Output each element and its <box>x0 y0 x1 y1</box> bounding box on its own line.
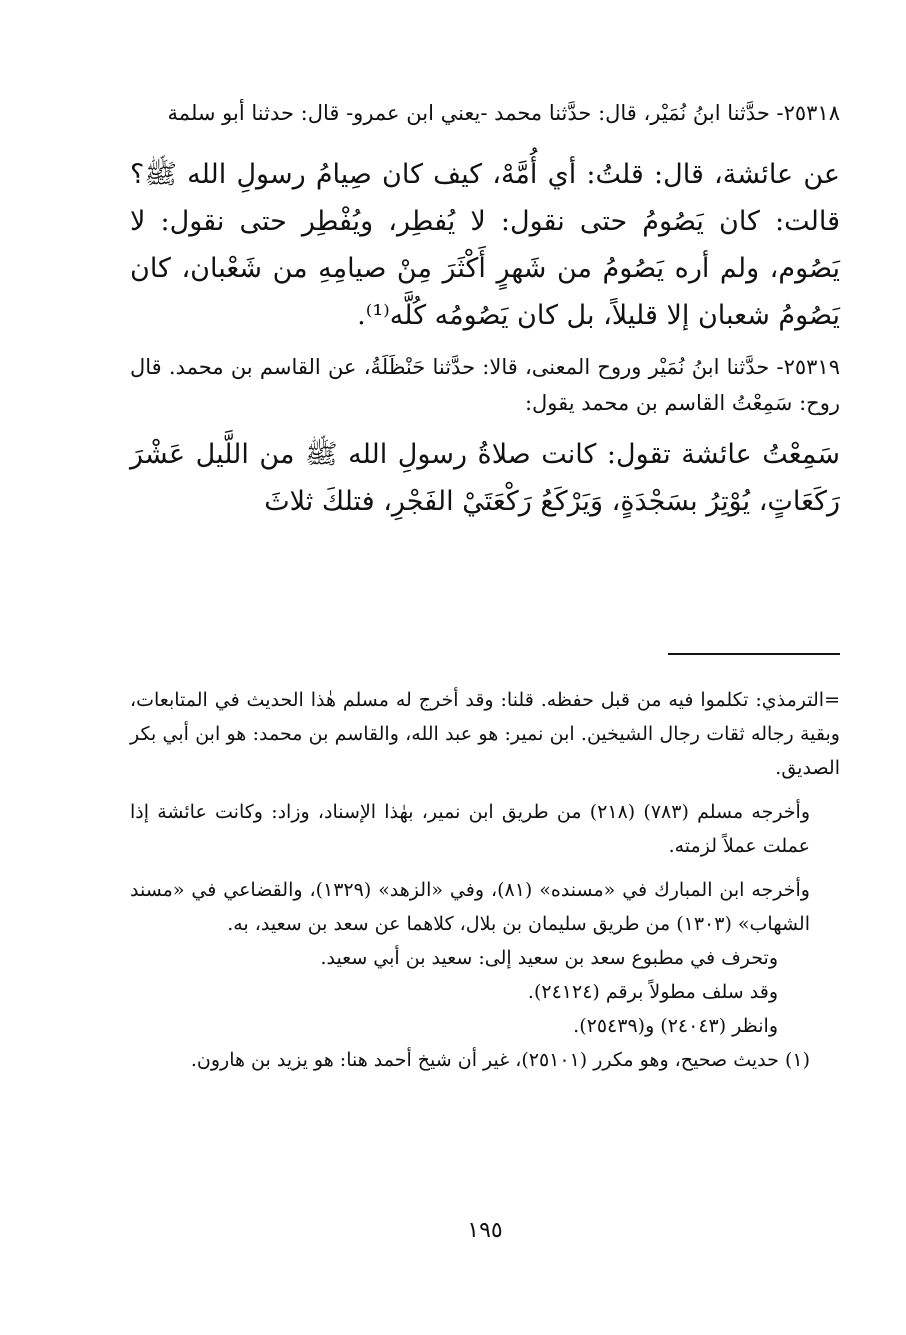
hadith-25318-isnad: ٢٥٣١٨- حدَّثنا ابنُ نُمَيْر، قال: حدَّثنا محمد -يعني ابن عمرو- قال: حدثنا أبو سلمة <box>167 101 840 125</box>
footnotes-section <box>130 683 840 1077</box>
footnote-paragraph: وأخرجه مسلم (٧٨٣) (٢١٨) من طريق ابن نمير، بهٰذا الإسناد، وزاد: وكانت عائشة إذا عملت عملاً لزمته. <box>130 801 811 857</box>
page-number: ١٩٥ <box>467 1218 503 1243</box>
footnote-paragraph: وأخرجه ابن المبارك في «مسنده» (٨١)، وفي «الزهد» (١٣٢٩)، والقضاعي في «مسند الشهاب» (١٣٠٣) من طريق سليمان بن بلال، كلاهما عن سعد بن سعيد، به. <box>130 879 810 935</box>
footnote-paragraph: وانظر (٢٤٠٤٣) و(٢٥٤٣٩). <box>573 1015 778 1037</box>
footnote-divider <box>668 653 840 655</box>
footnote-paragraph: وتحرف في مطبوع سعد بن سعيد إلى: سعيد بن أبي سعيد. <box>320 947 778 969</box>
hadith-25318 <box>130 95 840 339</box>
hadith-25319-isnad: ٢٥٣١٩- حدَّثنا ابنُ نُمَيْر وروح المعنى، قالا: حدَّثنا حَنْظَلَةُ، عن القاسم بن محمد. قال روح: سَمِعْتُ القاسم بن محمد يقول: <box>130 355 840 415</box>
hadith-25319 <box>130 349 840 525</box>
footnote-continuation: =الترمذي: تكلموا فيه من قبل حفظه. قلنا: وقد أخرج له مسلم هٰذا الحديث في المتابعات، وبقية رجاله ثقات رجال الشيخين. ابن نمير: هو عبد الله، والقاسم بن محمد: هو ابن أبي بكر الصديق. <box>130 689 840 779</box>
footnote-1: (١) حديث صحيح، وهو مكرر (٢٥١٠١)، غير أن شيخ أحمد هنا: هو يزيد بن هارون. <box>190 1049 810 1071</box>
hadith-25318-matn: عن عائشة، قال: قلتُ: أي أُمَّهْ، كيف كان صِيامُ رسولِ الله ﷺ؟ قالت: كان يَصُومُ حتى نقول: لا يُفطِر، ويُفْطِر حتى نقول: لا يَصُوم، ولم أره يَصُومُ من شَهرٍ أَكْثَرَ مِنْ صيامِهِ من شَعْبان، كان يَصُومُ شعبان إلا قليلاً، بل كان يَصُومُه كُلَّه⁽¹⁾. <box>130 159 840 331</box>
book-page <box>130 95 840 1325</box>
footnote-paragraph: وقد سلف مطولاً برقم (٢٤١٢٤). <box>527 981 778 1003</box>
hadith-25319-matn: سَمِعْتُ عائشة تقول: كانت صلاةُ رسولِ الله ﷺ من اللَّيل عَشْرَ رَكَعَاتٍ، يُوْتِرُ بسَجْدَةٍ، وَيَرْكَعُ رَكْعَتَيْ الفَجْرِ، فتلكَ ثلاثَ <box>130 439 840 517</box>
